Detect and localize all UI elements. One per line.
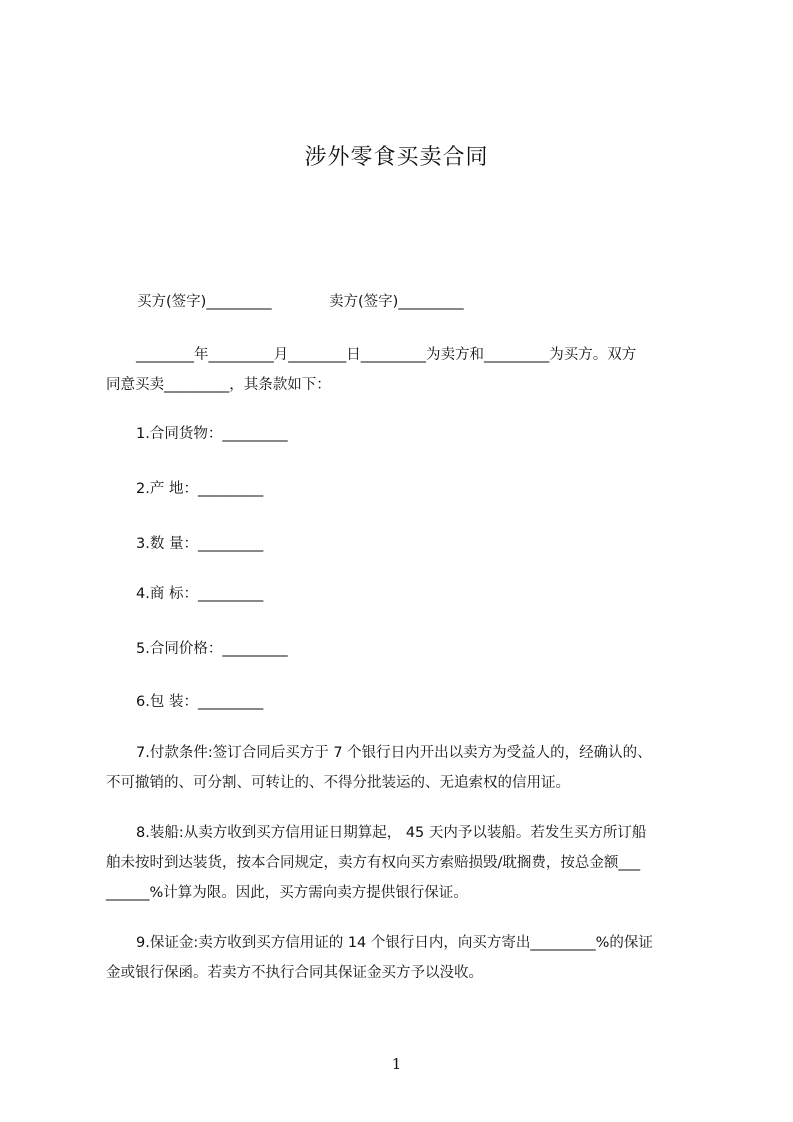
clause-8-line-2: 舶未按时到达装货，按本合同规定，卖方有权向买方索赔损毁/耽搁费，按总金额___	[106, 855, 641, 871]
clause-9-line-2: 金或银行保函。若卖方不执行合同其保证金买方予以没收。	[106, 965, 483, 981]
intro-line-2: 同意买卖_________，其条款如下：	[106, 377, 331, 393]
clause-8-shipment	[106, 818, 700, 908]
clause-item-4: 4.商 标：_________	[136, 586, 264, 602]
intro-line-1: ________年_________月________日_________为卖方和_________为买方。双方	[136, 347, 637, 363]
clause-item-5: 5.合同价格：_________	[136, 641, 288, 657]
clause-7-payment	[106, 738, 700, 798]
clause-item-1: 1.合同货物：_________	[136, 426, 288, 442]
clause-7-line-2: 不可撤销的、可分割、可转让的、不得分批装运的、无追索权的信用证。	[106, 775, 570, 791]
clause-9-deposit	[106, 928, 700, 988]
seller-signature-line: 卖方(签字)_________	[329, 294, 464, 310]
clause-8-line-1: 8.装船:从卖方收到买方信用证日期算起， 45 天内予以装船。若发生买方所订船	[136, 825, 647, 841]
intro-paragraph	[106, 340, 700, 400]
clause-9-line-1: 9.保证金:卖方收到买方信用证的 14 个银行日内，向买方寄出_________%的保证	[136, 935, 653, 951]
clause-item-2: 2.产 地：_________	[136, 481, 264, 497]
buyer-signature-line: 买方(签字)_________	[137, 294, 272, 310]
clause-8-line-3: ______%计算为限。因此，买方需向卖方提供银行保证。	[106, 885, 468, 901]
page-number: 1	[391, 1055, 402, 1073]
clause-item-3: 3.数 量：_________	[136, 536, 264, 552]
page-title: 涉外零食买卖合同	[304, 145, 489, 170]
clause-7-line-1: 7.付款条件:签订合同后买方于 7 个银行日内开出以卖方为受益人的，经确认的、	[136, 745, 652, 761]
clause-item-6: 6.包 装：_________	[136, 694, 264, 710]
